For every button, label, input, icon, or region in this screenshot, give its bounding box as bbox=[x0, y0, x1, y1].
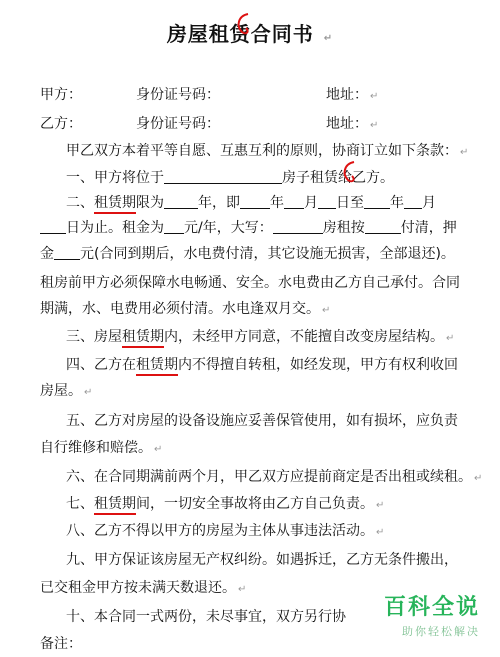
watermark-logo bbox=[384, 590, 480, 639]
clause-2-line-4: 租房前甲方必须保障水电畅通、安全。水电费由乙方自己承付。合同 bbox=[40, 275, 460, 291]
watermark-sub-text: 助你轻松解决 bbox=[402, 625, 480, 638]
clause-10-line-2: 备注： bbox=[40, 636, 82, 652]
clause-5: 五、乙方对房屋的设备设施应妥善保管使用，如有损坏，应负责 bbox=[66, 413, 458, 429]
clause-1: 一、甲方将位于 房子租赁给乙方。 bbox=[66, 170, 394, 186]
title-text: 房屋租赁合同书 bbox=[166, 22, 314, 46]
clause-5-line-2: 自行维修和赔偿。 ↵ bbox=[40, 440, 163, 456]
clause-2-line-2: 日为止。租金为 元/年，大写： 房租按 付清，押 bbox=[40, 217, 480, 237]
intro-line: 甲乙双方本着平等自愿、互惠互利的原则，协商订立如下条款： ↵ bbox=[66, 143, 469, 159]
clause-8: 八、乙方不得以甲方的房屋为主体从事违法活动。 ↵ bbox=[66, 523, 385, 539]
clause-9-line-2: 已交租金甲方按未满天数退还。 ↵ bbox=[40, 580, 247, 596]
clause-7: 七、租赁期间，一切安全事故将由乙方自己负责。 ↵ bbox=[66, 493, 500, 513]
party-a-line: 甲方： 身份证号码： 地址： ↵ bbox=[40, 87, 379, 103]
blank-field bbox=[164, 169, 282, 184]
clause-9: 九、甲方保证该房屋无产权纠纷。如遇拆迁，乙方无条件搬出， bbox=[66, 552, 458, 568]
clause-6: 六、在合同期满前两个月，甲乙双方应提前商定是否出租或续租。 ↵ bbox=[66, 469, 483, 485]
clause-2-line-1: 二、租赁期限为 年，即 年 月 日至 年 月 bbox=[66, 192, 500, 212]
watermark-main-text: 百科全说 bbox=[383, 595, 480, 620]
clause-4: 四、乙方在租赁期内不得擅自转租，如经发现，甲方有权利收回 bbox=[66, 354, 500, 374]
clause-10: 十、本合同一式两份，未尽事宜，双方另行协 bbox=[66, 609, 346, 625]
clause-2-line-5: 期满，水、电费用必须付清。水电逢双月交。 ↵ bbox=[40, 301, 331, 317]
clause-4-line-2: 房屋。 ↵ bbox=[40, 383, 93, 399]
paragraph-mark: ↵ bbox=[323, 33, 334, 44]
red-mark-icon bbox=[234, 12, 252, 38]
clause-2-line-3: 金 元(合同到期后，水电费付清，其它设施无损害，全部退还)。 bbox=[40, 246, 455, 262]
clause-3: 三、房屋租赁期内，未经甲方同意，不能擅自改变房屋结构。 ↵ bbox=[66, 326, 500, 346]
red-mark-icon bbox=[340, 160, 358, 186]
party-b-line: 乙方： 身份证号码： 地址： ↵ bbox=[40, 116, 379, 132]
